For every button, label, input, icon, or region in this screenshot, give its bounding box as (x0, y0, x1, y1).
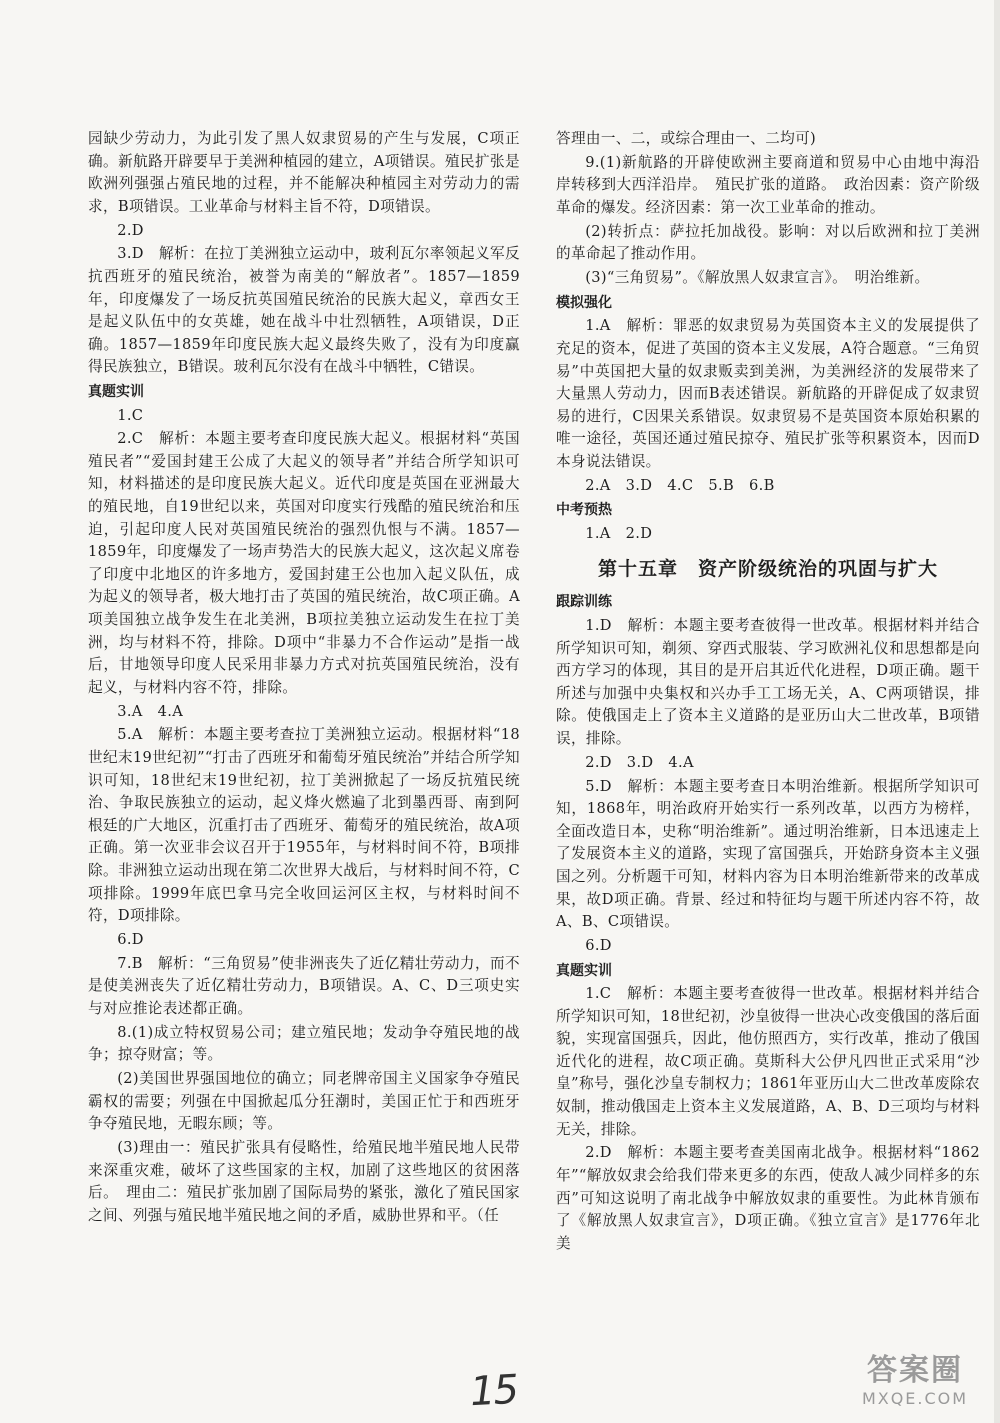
answer-paragraph: 6.D (117, 930, 144, 948)
answer-paragraph: 2.D 解析：本题主要考查美国南北战争。根据材料“1862年”“解放奴隶会给我们带来更多的东西，使敌人减少同样多的东西”可知这说明了南北战争中解放奴隶的重要性。为此林肯颁布了《解放黑人奴隶宣言》，D项正确。《独立宣言》是1776年北美 (556, 1144, 980, 1252)
answer-paragraph: 3.D 解析：在拉丁美洲独立运动中，玻利瓦尔率领起义军反抗西班牙的殖民统治，被誉为南美的“解放者”。1857—1859年，印度爆发了一场反抗英国殖民统治的民族大起义，章西女王是起义队伍中的女英雄，她在战斗中壮烈牺牲，A项错误，D正确。1857—1859年印度民族大起义最终失败了，没有为印度赢得民族独立，B错误。玻利瓦尔没有在战斗中牺牲，C错误。 (88, 245, 520, 376)
answer-paragraph: 1.A 2.D (585, 524, 653, 542)
left-column (88, 128, 520, 1229)
answer-paragraph: 2.D 3.D 4.A (585, 753, 694, 771)
answer-paragraph: 1.C (117, 406, 144, 424)
section-heading: 中考预热 (556, 502, 612, 519)
answer-paragraph: 园缺少劳动力，为此引发了黑人奴隶贸易的产生与发展，C项正确。新航路开辟要早于美洲种植园的建立，A项错误。殖民扩张是欧洲列强强占殖民地的过程，并不能解决种植园主对劳动力的需求，B项错误。工业革命与材料主旨不符，D项错误。 (88, 130, 520, 215)
page-edge-shadow (994, 0, 1000, 1423)
handwritten-page-number: 15 (468, 1366, 519, 1416)
answer-paragraph: 9.(1)新航路的开辟使欧洲主要商道和贸易中心由地中海沿岸转移到大西洋沿岸。 殖民扩张的道路。 政治因素：资产阶级革命的爆发。经济因素：第一次工业革命的推动。 (556, 153, 980, 216)
answer-paragraph: 8.(1)成立特权贸易公司；建立殖民地；发动争夺殖民地的战争；掠夺财富；等。 (88, 1023, 520, 1064)
answer-paragraph: 1.C 解析：本题主要考查彼得一世改革。根据材料并结合所学知识可知，18世纪初，沙皇彼得一世决心改变俄国的落后面貌，实现富国强兵，因此，他仿照西方，实行改革，推动了俄国近代化的进程，故C项正确。莫斯科大公伊凡四世正式采用“沙皇”称号，强化沙皇专制权力；1861年亚历山大二世改革废除农奴制，推动俄国走上资本主义发展道路，A、B、D三项均与材料无关，排除。 (556, 985, 980, 1138)
answer-paragraph: (2)美国世界强国地位的确立；同老牌帝国主义国家争夺殖民霸权的需要；列强在中国掀起瓜分狂潮时，美国正忙于和西班牙争夺殖民地，无暇东顾；等。 (88, 1070, 520, 1133)
answer-paragraph: 1.D 解析：本题主要考查彼得一世改革。根据材料并结合所学知识可知，剃须、穿西式服装、学习欧洲礼仪和思想都是向西方学习的体现，其目的是开启其近代化进程，D项正确。题干所述与加强中央集权和兴办手工工场无关，A、C两项错误，排除。使俄国走上了资本主义道路的是亚历山大二世改革，B项错误，排除。 (556, 617, 980, 747)
right-column (556, 128, 980, 1257)
section-heading: 跟踪训练 (556, 594, 612, 611)
answer-paragraph: (3)理由一：殖民扩张具有侵略性，给殖民地半殖民地人民带来深重灾难，破坏了这些国家的主权，加剧了这些地区的贫困落后。 理由二：殖民扩张加剧了国际局势的紧张，激化了殖民国家之间、列强与殖民地半殖民地之间的矛盾，威胁世界和平。（任 (88, 1139, 520, 1224)
answer-paragraph: (3)“三角贸易”。《解放黑人奴隶宣言》。 明治维新。 (585, 269, 930, 287)
answer-paragraph: 2.A 3.D 4.C 5.B 6.B (585, 476, 775, 494)
section-heading: 真题实训 (556, 962, 612, 979)
answer-paragraph: 2.D (117, 221, 144, 239)
answer-paragraph: 5.D 解析：本题主要考查日本明治维新。根据所学知识可知，1868年，明治政府开始实行一系列改革，以西方为榜样，全面改造日本，史称“明治维新”。通过明治维新，日本迅速走上了发展资本主义的道路，实现了富国强兵，开始跻身资本主义强国之列。分析题干可知，材料内容为日本明治维新带来的改革成果，故D项正确。背景、经过和特征均与题干所述内容不符，故A、B、C项错误。 (556, 777, 980, 931)
section-heading: 真题实训 (88, 383, 144, 400)
answer-paragraph: 7.B 解析：“三角贸易”使非洲丧失了近亿精壮劳动力，而不是使美洲丧失了近亿精壮劳动力，B项错误。A、C、D三项史实与对应推论表述都正确。 (88, 954, 520, 1017)
chapter-title: 第十五章 资产阶级统治的巩固与扩大 (597, 558, 938, 581)
answer-paragraph: 3.A 4.A (117, 702, 184, 720)
watermark-sub-text: MXQE.COM (861, 1389, 969, 1408)
answer-paragraph: 6.D (585, 936, 612, 954)
watermark-logo (840, 1353, 990, 1415)
answer-paragraph: 1.A 解析：罪恶的奴隶贸易为英国资本主义的发展提供了充足的资本，促进了英国的资本主义发展，A符合题意。“三角贸易”中英国把大量的奴隶贩卖到美洲，为美洲经济的发展带来了大量黑人劳动力，因而B表述错误。新航路的开辟促成了奴隶贸易的进行，C因果关系错误。奴隶贸易不是英国资本原始积累的唯一途径，英国还通过殖民掠夺、殖民扩张等积累资本，因而D本身说法错误。 (556, 317, 980, 470)
answer-paragraph: (2)转折点：萨拉托加战役。影响：对以后欧洲和拉丁美洲的革命起了推动作用。 (556, 222, 980, 263)
answer-paragraph: 2.C 解析：本题主要考查印度民族大起义。根据材料“英国殖民者”“爱国封建王公成了大起义的领导者”并结合所学知识可知，材料描述的是印度民族大起义。近代印度是英国在亚洲最大的殖民地，自19世纪以来，英国对印度实行残酷的殖民统治和压迫，引起印度人民对英国殖民统治的强烈仇恨与不满。1857—1859年，印度爆发了一场声势浩大的民族大起义，这次起义席卷了印度中北地区的许多地方，爱国封建王公也加入起义队伍，成为起义的领导者，极大地打击了英国的殖民统治，故C项正确。A项美国独立战争发生在北美洲，B项拉美独立运动发生在拉丁美洲，均与材料不符，排除。D项中“非暴力不合作运动”是指一战后，甘地领导印度人民采用非暴力方式对抗英国殖民统治，没有起义，与材料内容不符，排除。 (88, 430, 520, 696)
watermark-main-text: 答案圈 (867, 1353, 963, 1388)
answer-paragraph: 5.A 解析：本题主要考查拉丁美洲独立运动。根据材料“18世纪末19世纪初”“打击了西班牙和葡萄牙殖民统治”并结合所学知识可知，18世纪末19世纪初，拉丁美洲掀起了一场反抗殖民统治、争取民族独立的运动，起义烽火燃遍了北到墨西哥、南到阿根廷的广大地区，沉重打击了西班牙、葡萄牙的殖民统治，故A项正确。第一次亚非会议召开于1955年，与材料时间不符，B项排除。非洲独立运动出现在第二次世界大战后，与材料时间不符，C项排除。1999年底巴拿马完全收回运河区主权，与材料时间不符，D项排除。 (88, 726, 520, 925)
answer-paragraph: 答理由一、二，或综合理由一、二均可) (556, 130, 817, 147)
section-heading: 模拟强化 (556, 294, 612, 311)
